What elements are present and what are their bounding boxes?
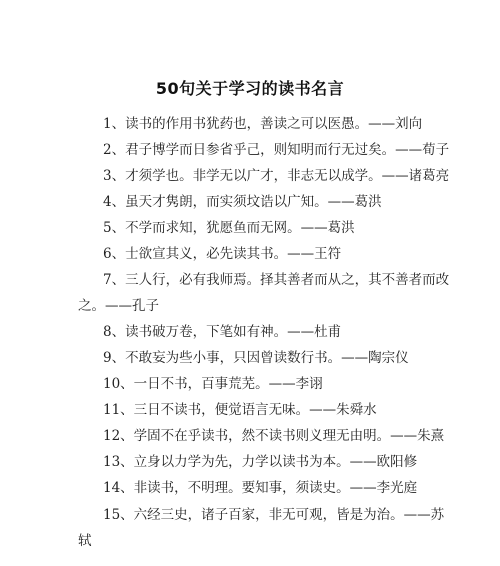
quote-9: 9、不敢妄为些小事，只因曾读数行书。——陶宗仪 [103,350,409,366]
quote-10: 10、一日不书，百事荒芜。——李诩 [103,376,323,392]
quote-13: 13、立身以力学为先，力学以读书为本。——欧阳修 [103,454,418,470]
quote-1: 1、读书的作用书犹药也，善读之可以医愚。——刘向 [103,116,423,132]
quote-5: 5、不学而求知，犹愿鱼而无网。——葛洪 [103,220,355,236]
quote-3: 3、才须学也。非学无以广才，非志无以成学。——诸葛亮 [103,168,450,184]
quote-6: 6、士欲宣其义，必先读其书。——王符 [103,246,342,262]
quote-15-line-2: 轼 [78,533,92,549]
document-title: 50句关于学习的读书名言 [155,79,345,98]
quote-7-line-1: 7、三人行，必有我师焉。择其善者而从之，其不善者而改 [103,272,450,288]
quote-7-line-2: 之。——孔子 [78,298,159,314]
quote-12: 12、学固不在乎读书，然不读书则义理无由明。——朱熹 [103,428,445,444]
quote-11: 11、三日不读书，便觉语言无味。——朱舜水 [103,402,377,418]
quote-2: 2、君子博学而日参省乎己，则知明而行无过矣。——荀子 [103,142,450,158]
quote-15-line-1: 15、六经三史，诸子百家，非无可观，皆是为治。——苏 [103,507,445,523]
quote-8: 8、读书破万卷，下笔如有神。——杜甫 [103,324,342,340]
quote-4: 4、虽天才隽朗，而实须坟诰以广知。——葛洪 [103,194,382,210]
quote-14: 14、非读书，不明理。要知事，须读史。——李光庭 [103,480,418,496]
